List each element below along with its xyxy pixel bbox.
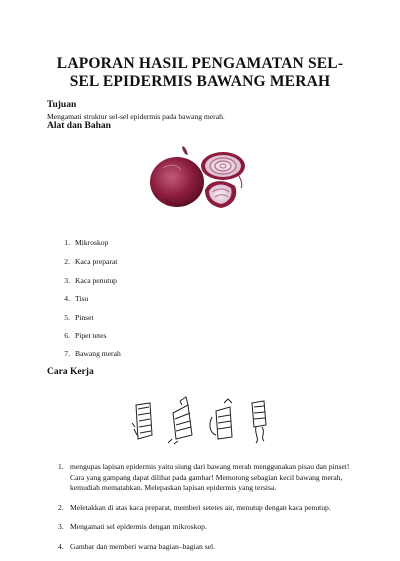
procedure-sketch-image (128, 395, 273, 445)
page-title (30, 55, 370, 91)
list-item: 1. mengupas lapisan epidermis yaitu siung dari bawang merah menggunakan pisau dan pinset! Cara yang gampang dapat dilihat pada gambar! Memotong sebagian kecil bawang merah, kemudiah mematahkan. Melepaskan lapisan epidermis yang tersisa. (58, 462, 350, 492)
list-item: 1. Mikroskop (64, 238, 109, 247)
list-item: 3. Mengamati sel epidermis dengan mikroskop. (58, 522, 207, 531)
list-item: 5. Pinset (64, 313, 94, 322)
alat-heading: Alat dan Bahan (47, 121, 111, 131)
list-item: 2. Kaca preparat (64, 257, 118, 266)
list-item: 4. Gambar dan memberi warna bagian–bagian sel. (58, 541, 216, 551)
list-item: 4. Tisu (64, 294, 89, 303)
tujuan-heading: Tujuan (47, 100, 77, 110)
title-line-1: LAPORAN HASIL PENGAMATAN SEL- (56, 55, 344, 72)
list-item: 6. Pipet tetes (64, 331, 107, 340)
red-onion-image (143, 144, 253, 214)
tujuan-text: Mengamati struktur sel-sel epidermis pada bawang merah. (47, 112, 225, 121)
list-item: 3. Kaca penutup (64, 276, 117, 285)
procedure-steps (58, 462, 363, 561)
list-item: 2. Meletakkan di atas kaca preparat, memberi setetes air, menutup dengan kaca penutup. (58, 502, 331, 512)
list-item: 7. Bawang merah (64, 349, 121, 358)
cara-kerja-heading: Cara Kerja (47, 367, 94, 377)
title-line-2: SEL EPIDERMIS BAWANG MERAH (69, 73, 331, 90)
